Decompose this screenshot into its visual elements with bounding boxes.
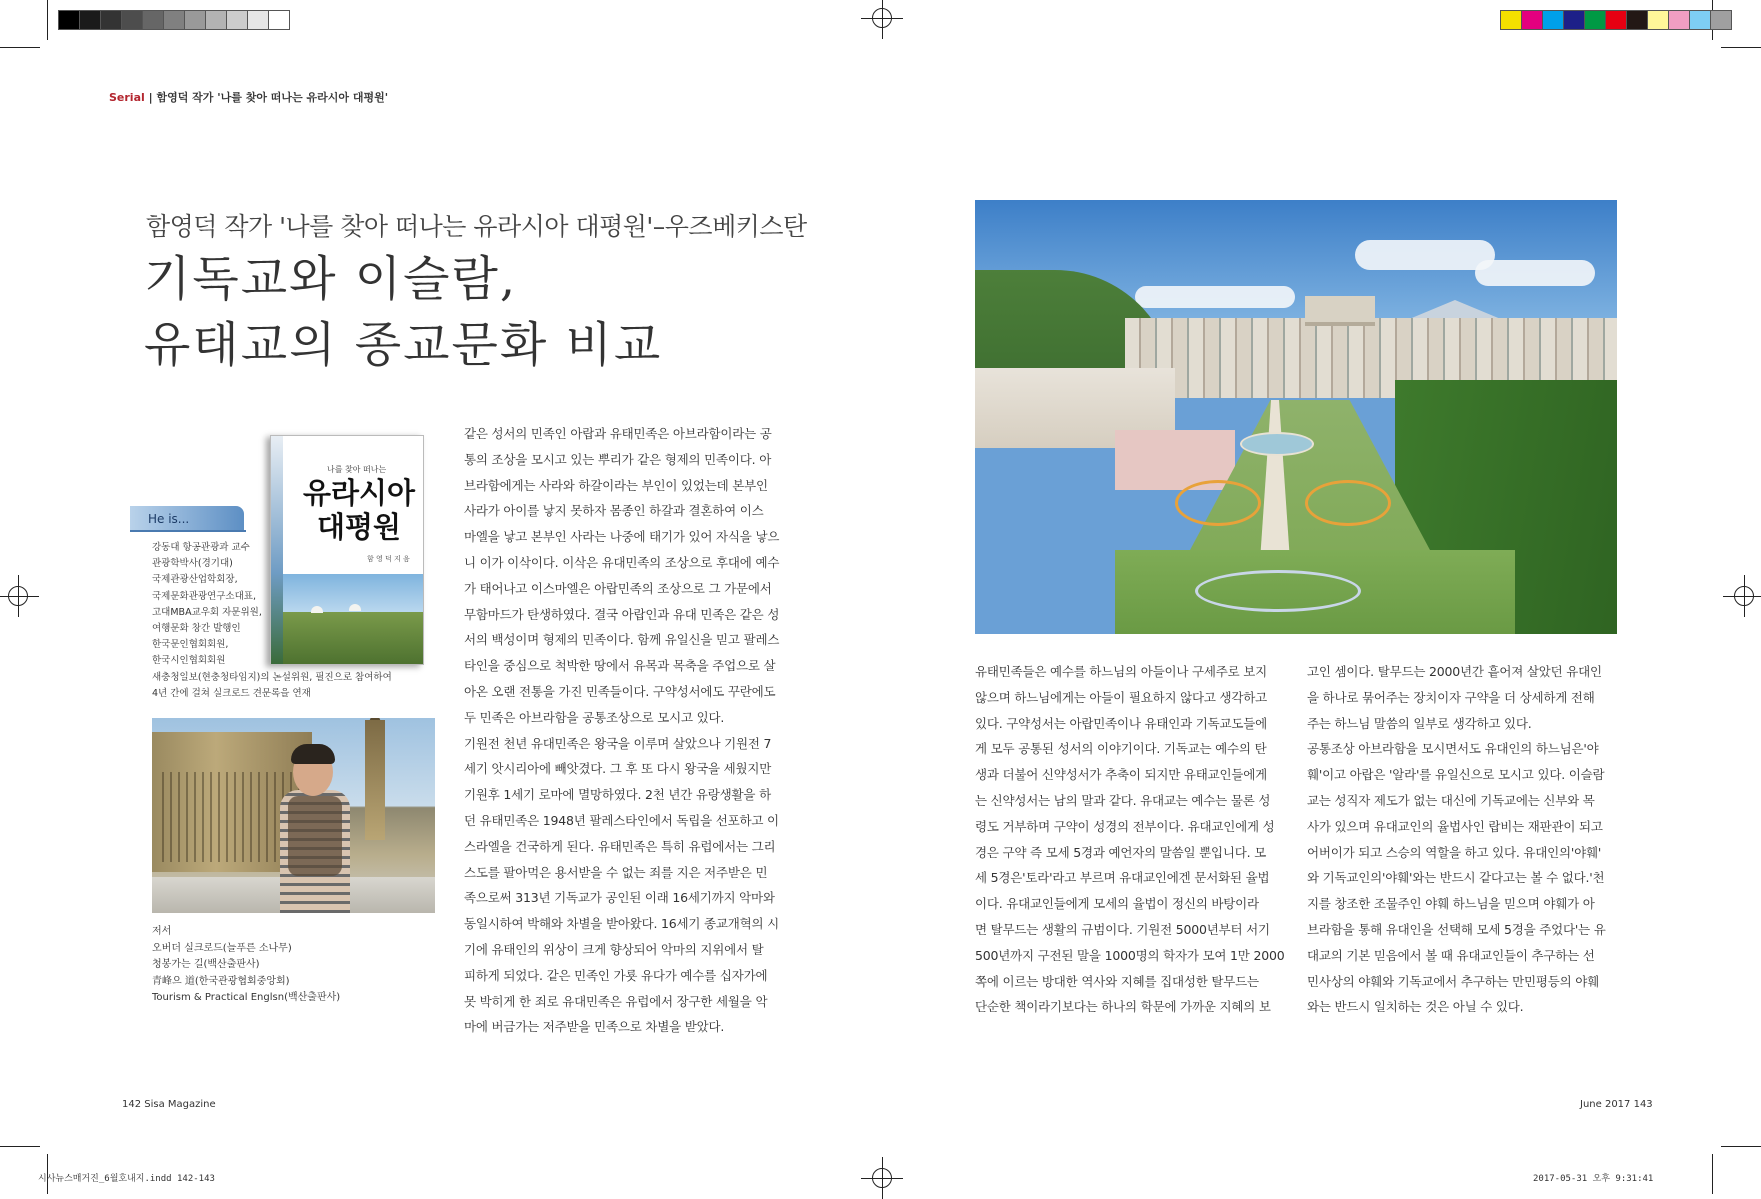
article-subtitle: 함영덕 작가 '나를 찾아 떠나는 유라시아 대평원'–우즈베키스탄 — [146, 212, 807, 241]
book-author: 함 영 덕 지 음 — [367, 555, 410, 563]
flower-bed — [1305, 480, 1391, 526]
body-text-line: 게 모두 공통된 성서의 이야기이다. 기독교는 예수의 탄 — [975, 741, 1267, 757]
body-text-line: 타인을 중심으로 척박한 땅에서 유목과 목축을 주업으로 살 — [464, 658, 776, 674]
body-text-line: 동일시하여 박해와 차별을 받아왔다. 16세기 종교개혁의 시 — [464, 916, 780, 932]
registration-mark-top — [872, 8, 892, 28]
body-text-line: 피하게 되었다. 같은 민족인 가룟 유다가 예수를 십자가에 — [464, 967, 768, 983]
fountain — [1240, 432, 1314, 456]
title-line-2: 유태교의 종교문화 비교 — [144, 317, 663, 373]
book-title — [297, 476, 421, 544]
body-text-line: 주는 하느님 말씀의 일부로 생각하고 있다. — [1307, 715, 1532, 731]
body-text-line: 족으로써 313년 기독교가 공인된 이래 16세기까지 악마와 — [464, 890, 775, 906]
body-text-line: 브라함에게는 사라와 하갈이라는 부인이 있었는데 본부인 — [464, 477, 768, 493]
body-text-line: 기원후 1세기 로마에 멸망하였다. 2천 년간 유랑생활을 하 — [464, 787, 771, 803]
body-text-line: 유태민족들은 예수를 하느님의 아들이나 구세주로 보지 — [975, 664, 1267, 679]
body-text-line: 공통조상 아브라함을 모시면서도 유대인의 하느님은'야 — [1307, 741, 1599, 757]
body-text-line: 통의 조상을 모시고 있는 뿌리가 같은 형제의 민족이다. 아 — [464, 451, 772, 467]
body-text-line: 스라엘을 건국하게 된다. 유태민족은 특히 유럽에서는 그리 — [464, 838, 776, 854]
body-text-line: 기에 유태인의 위상이 크게 향상되어 악마의 지위에서 탈 — [464, 941, 764, 957]
body-text-line: 을 하나로 묶어주는 장치이자 구약을 더 상세하게 전해 — [1307, 689, 1595, 705]
color-swatch — [1563, 11, 1584, 29]
fortress — [1305, 296, 1375, 326]
body-text-line: 단순한 책이라기보다는 하나의 학문에 가까운 지혜의 보 — [975, 999, 1271, 1015]
color-swatch — [1668, 11, 1689, 29]
color-swatch — [1626, 11, 1647, 29]
body-text-line: 이다. 유대교인들에게 모세의 율법이 정신의 바탕이라 — [975, 896, 1259, 912]
body-text-line: 사가 있으며 유대교인의 율법사인 랍비는 재판관이 되고 — [1307, 818, 1603, 834]
grayscale-bar — [58, 10, 290, 30]
body-column-3 — [1307, 659, 1606, 1020]
profile-line: 고대MBA교우회 자문위원, — [152, 606, 262, 618]
works-line: 청봉가는 길(백산출판사) — [152, 959, 260, 970]
works-line: Tourism & Practical Englsn(백산출판사) — [152, 992, 341, 1003]
author-photo — [152, 718, 435, 913]
profile-line: 여행문화 창간 발행인 — [152, 623, 241, 635]
body-text-line: 쪽에 이르는 방대한 역사와 지혜를 집대성한 탈무드는 — [975, 973, 1259, 989]
body-text-line: 세 5경은'토라'라고 부르며 유대교인에겐 문서화된 율법 — [975, 870, 1270, 886]
serial-tag: Serial — [109, 91, 145, 104]
folio-left: 142 Sisa Magazine — [122, 1099, 216, 1110]
body-text-line: 훼'이고 아랍은 '알라'를 유일신으로 모시고 있다. 이슬람 — [1307, 767, 1605, 783]
body-text-line: 기원전 천년 유대민족은 왕국을 이루며 살았으나 기원전 7 — [464, 735, 772, 751]
profile-line: 관광학박사(경기대) — [152, 558, 233, 570]
body-text-line: 세기 앗시리아에 빼앗겼다. 그 후 또 다시 왕국을 세웠지만 — [464, 761, 772, 777]
body-text-line: 교는 성직자 제도가 없는 대신에 기독교에는 신부와 목 — [1307, 792, 1595, 808]
book-small-title: 나를 찾아 떠나는 — [327, 465, 387, 474]
color-swatch — [1647, 11, 1668, 29]
body-text-line: 대교의 기본 믿음에서 볼 때 유대교인들이 추구하는 선 — [1307, 947, 1595, 963]
profile-line: 국제문화관광연구소대표, — [152, 590, 256, 602]
profile-line: 4년 간에 걸쳐 실크로드 견문록을 연재 — [152, 687, 311, 699]
body-text-line: 와는 반드시 일치하는 것은 아닐 수 있다. — [1307, 999, 1524, 1015]
flower-bed — [1175, 480, 1261, 526]
body-text-line: 500년까지 구전된 말을 1000명의 학자가 모여 1만 2000 — [975, 947, 1285, 963]
color-swatch — [1605, 11, 1626, 29]
section-header — [109, 89, 388, 105]
folio-right: June 2017 143 — [1580, 1099, 1653, 1110]
profile-line: 국제관광산업학회장, — [152, 574, 238, 586]
body-text-line: 못 박히게 한 죄로 유대민족은 유럽에서 장구한 세월을 악 — [464, 993, 768, 1009]
body-column-1 — [464, 421, 779, 1040]
garden-landscape-photo — [975, 200, 1617, 634]
body-text-line: 아온 오랜 전통을 가진 민족들이다. 구약성서에도 꾸란에도 — [464, 683, 776, 699]
color-bar — [1500, 10, 1732, 30]
registration-mark-left — [8, 586, 28, 606]
color-swatch — [1501, 11, 1521, 29]
body-text-line: 니 이가 이삭이다. 이삭은 유대민족의 조상으로 후대에 예수 — [464, 554, 780, 570]
body-text-line: 어버이가 되고 스승의 역할을 하고 있다. 유대인의'야훼' — [1307, 844, 1602, 860]
body-text-line: 스도를 팔아먹은 용서받을 수 없는 죄를 지은 저주받은 민 — [464, 864, 768, 880]
color-swatch — [1542, 11, 1563, 29]
profile-line: 한국문인협회회원, — [152, 639, 229, 651]
article-title — [144, 246, 662, 378]
profile-label: He is... — [148, 512, 190, 526]
profile-line: 새충청일보(현충청타임지)의 논설위원, 필진으로 참여하여 — [152, 671, 392, 683]
works-line: 오버더 실크로드(늘푸른 소나무) — [152, 942, 292, 954]
color-swatch — [1521, 11, 1542, 29]
print-slug-date: 2017-05-31 오후 9:31:41 — [1533, 1174, 1654, 1184]
book-title-line-1: 유라시아 — [302, 476, 416, 510]
body-text-line: 민사상의 야훼와 기독교에서 추구하는 만민평등의 야훼 — [1307, 973, 1599, 989]
registration-mark-right — [1734, 586, 1754, 606]
body-text-line: 무함마드가 탄생하였다. 결국 아랍인과 유대 민족은 같은 성 — [464, 606, 780, 622]
body-text-line: 마에 버금가는 저주받을 민족으로 차별을 받았다. — [464, 1019, 725, 1035]
works-line: 青峰으 道(한국관광협회중앙회) — [152, 975, 290, 987]
registration-mark-bottom — [872, 1168, 892, 1188]
profile-line: 강동대 항공관광과 교수 — [152, 542, 250, 553]
works-line: 저서 — [152, 926, 172, 937]
body-text-line: 와 기독교인의'야훼'와는 반드시 같다고는 볼 수 없다.'천 — [1307, 870, 1605, 886]
title-line-1: 기독교와 이슬람, — [144, 251, 518, 307]
body-text-line: 마엘을 낳고 본부인 사라는 나중에 태기가 있어 자식을 낳으 — [464, 529, 780, 545]
color-swatch — [1584, 11, 1605, 29]
body-text-line: 두 민족은 아브라함을 공통조상으로 모시고 있다. — [464, 709, 725, 725]
flower-bed — [1195, 570, 1361, 612]
clock-tower — [365, 720, 385, 840]
body-text-line: 고인 셈이다. 탈무드는 2000년간 흩어져 살았던 유대인 — [1307, 664, 1602, 679]
author-works — [152, 924, 340, 1007]
body-text-line: 면 탈무드는 생활의 규범이다. 기원전 5000년부터 서기 — [975, 921, 1270, 937]
body-text-line: 같은 성서의 민족인 아랍과 유태민족은 아브라함이라는 공 — [464, 426, 772, 441]
profile-divider — [130, 530, 246, 532]
body-column-2 — [975, 659, 1284, 1020]
body-text-line: 는 신약성서는 남의 말과 같다. 유대교는 예수는 물론 성 — [975, 792, 1271, 808]
body-text-line: 지를 창조한 조물주인 야훼 하느님을 믿으며 야훼가 아 — [1307, 896, 1595, 912]
book-title-line-2: 대평원 — [316, 510, 402, 544]
body-text-line: 않으며 하느님에게는 아들이 필요하지 않다고 생각하고 — [975, 689, 1267, 705]
color-swatch — [1689, 11, 1710, 29]
body-text-line: 서의 백성이며 형제의 민족이다. 함께 유일신을 믿고 팔레스 — [464, 632, 780, 648]
profile-line: 한국시인협회회원 — [152, 655, 226, 667]
body-text-line: 브라함을 통해 유대인을 선택해 모세 5경을 주었다'는 유 — [1307, 921, 1606, 937]
body-text-line: 던 유태민족은 1948년 팔레스타인에서 독립을 선포하고 이 — [464, 812, 779, 828]
color-swatch — [1710, 11, 1731, 29]
body-text-line: 가 태어나고 이스마엘은 아랍민족의 조상으로 그 가문에서 — [464, 580, 772, 596]
body-text-line: 생과 더불어 신약성서가 추축이 되지만 유태교인들에게 — [975, 767, 1267, 783]
serial-text: | 함영덕 작가 '나를 찾아 떠나는 유라시아 대평원' — [148, 91, 389, 104]
body-text-line: 경은 구약 즉 모세 5경과 예언자의 말씀일 뿐입니다. 모 — [975, 844, 1267, 860]
print-slug-file: 시사뉴스매거진_6월호내지.indd 142-143 — [38, 1174, 215, 1184]
body-text-line: 있다. 구약성서는 아랍민족이나 유태인과 기독교도들에 — [975, 715, 1267, 731]
body-text-line: 사라가 아이를 낳지 못하자 몸종인 하갈과 결혼하여 이스 — [464, 503, 764, 519]
profile-text — [152, 540, 392, 702]
body-text-line: 령도 거부하며 구약이 성경의 전부이다. 유대교인에게 성 — [975, 818, 1275, 834]
